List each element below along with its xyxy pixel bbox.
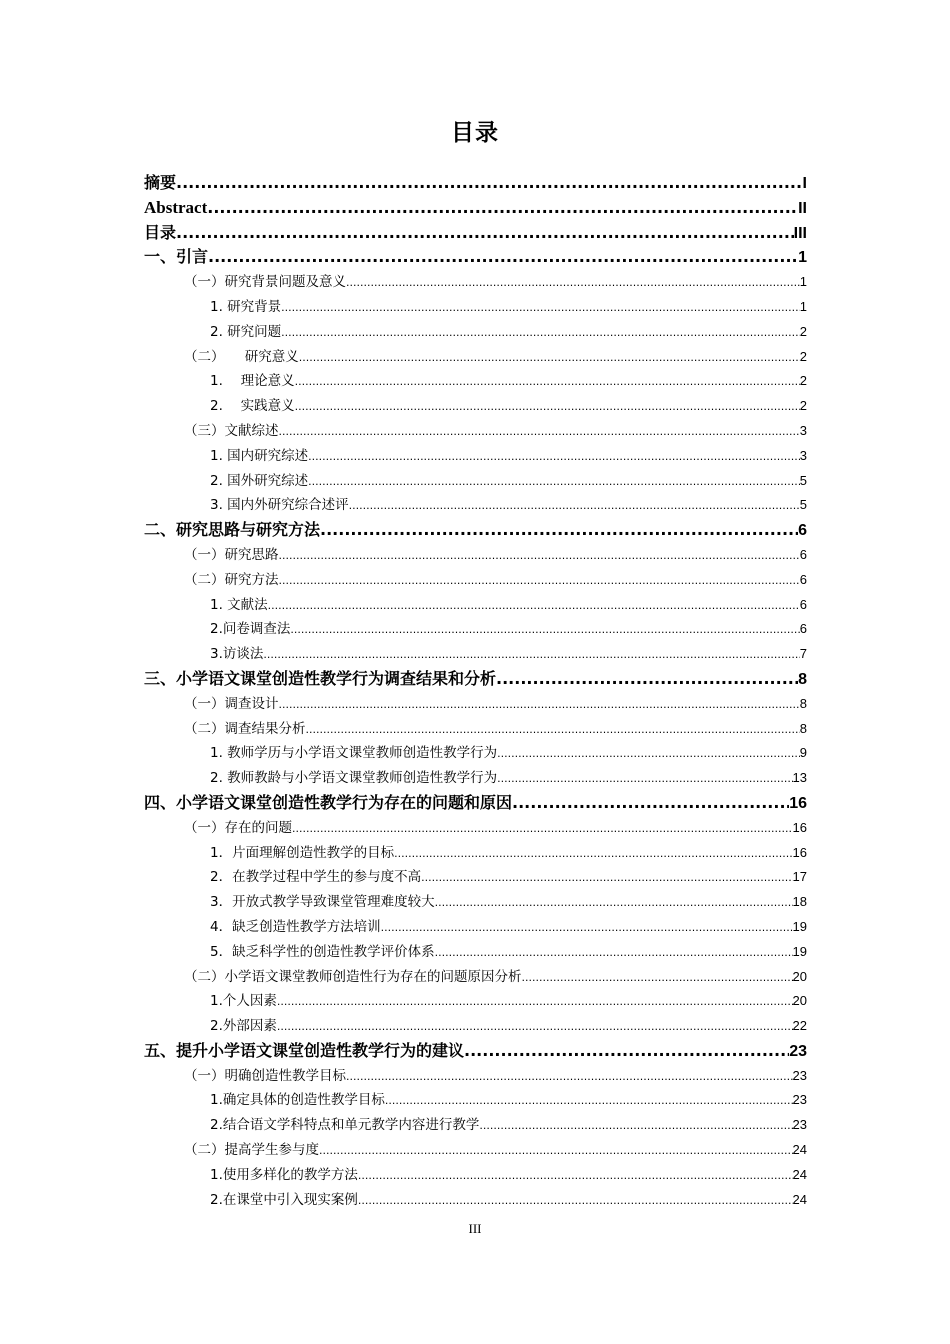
toc-entry-label: 1．片面理解创造性教学的目标 (210, 844, 395, 861)
toc-section-entry[interactable] (144, 1064, 807, 1089)
toc-entry-label: 1. 研究背景 (210, 298, 282, 315)
toc-leader-dots (295, 395, 800, 419)
toc-entry-label: 2.问卷调查法 (210, 621, 291, 638)
toc-leader-dots (290, 618, 799, 642)
toc-subsection-entry[interactable] (144, 1014, 807, 1039)
toc-leader-dots (512, 791, 789, 816)
toc-entry-page: 16 (789, 794, 807, 812)
toc-leader-dots (385, 1089, 793, 1113)
toc-leader-dots (358, 1164, 793, 1188)
toc-entry-page: 6 (799, 596, 807, 612)
toc-entry-label: 2. 研究问题 (210, 323, 282, 340)
toc-entry-label: （一）研究背景问题及意义 (184, 274, 346, 291)
toc-leader-dots (176, 171, 803, 196)
toc-entry-label: （一）明确创造性教学目标 (184, 1067, 346, 1084)
toc-leader-dots (435, 941, 793, 965)
toc-leader-dots (394, 842, 792, 866)
toc-leader-dots (320, 518, 798, 543)
toc-entry-page: I (802, 175, 807, 192)
toc-entry-label: 2.在课堂中引入现实案例 (210, 1191, 358, 1208)
toc-leader-dots (292, 817, 793, 841)
toc-entry-page: 9 (799, 745, 807, 761)
toc-entry-page: 24 (792, 1166, 807, 1182)
toc-entry-label: （二）研究方法 (184, 571, 279, 588)
toc-entry-label: 1. 国内研究综述 (210, 447, 309, 464)
toc-section-entry[interactable] (144, 816, 807, 841)
toc-subsection-entry[interactable] (144, 642, 807, 667)
toc-entry-label: 2.外部因素 (210, 1018, 277, 1035)
toc-entry-label: 3．开放式教学导致课堂管理难度较大 (210, 894, 435, 911)
toc-section-entry[interactable] (144, 345, 807, 370)
toc-leader-dots (281, 321, 800, 345)
toc-leader-dots (346, 1065, 793, 1089)
toc-leader-dots (279, 420, 800, 444)
toc-entry-page: 6 (799, 621, 807, 637)
toc-entry-page: 3 (799, 447, 807, 463)
toc-entry-page: 5 (799, 497, 807, 513)
toc-subsection-entry[interactable] (144, 915, 807, 940)
toc-leader-dots (346, 271, 800, 295)
toc-entry-page: 17 (792, 869, 807, 885)
toc-subsection-entry[interactable] (144, 1113, 807, 1138)
toc-leader-dots (497, 767, 792, 791)
toc-entry-page: 18 (792, 894, 807, 910)
toc-entry-label: 三、小学语文课堂创造性教学行为调查结果和分析 (144, 668, 497, 688)
toc-entry-page: II (798, 199, 807, 217)
toc-entry-label: 1.确定具体的创造性教学目标 (210, 1092, 385, 1109)
toc-leader-dots (299, 346, 800, 370)
toc-entry-label: 1. 理论意义 (210, 373, 295, 390)
toc-chapter-entry[interactable] (144, 196, 807, 221)
toc-entry-label: （一）研究思路 (184, 546, 279, 563)
toc-entry-page: 6 (798, 522, 807, 540)
toc-leader-dots (319, 1139, 793, 1163)
toc-entry-label: 2. 教师教龄与小学语文课堂教师创造性教学行为 (210, 770, 498, 787)
toc-entry-page: 5 (799, 472, 807, 488)
toc-entry-page: 6 (799, 546, 807, 562)
toc-entry-page: 2 (799, 323, 807, 339)
toc-subsection-entry[interactable] (144, 766, 807, 791)
toc-leader-dots (263, 643, 799, 667)
toc-entry-page: 2 (799, 348, 807, 364)
toc-entry-page: 19 (792, 918, 807, 934)
toc-entry-label: 1. 教师学历与小学语文课堂教师创造性教学行为 (210, 745, 498, 762)
toc-leader-dots (279, 569, 800, 593)
toc-entry-page: 13 (792, 770, 807, 786)
toc-leader-dots (479, 1114, 792, 1138)
toc-subsection-entry[interactable] (144, 841, 807, 866)
toc-entry-label: 五、提升小学语文课堂创造性教学行为的建议 (144, 1040, 465, 1060)
toc-subsection-entry[interactable] (144, 741, 807, 766)
toc-chapter-entry[interactable] (144, 171, 807, 196)
toc-subsection-entry[interactable] (144, 593, 807, 618)
toc-entry-label: 3. 国内外研究综合述评 (210, 497, 349, 514)
toc-subsection-entry[interactable] (144, 469, 807, 494)
toc-subsection-entry[interactable] (144, 1088, 807, 1113)
toc-leader-dots (421, 866, 792, 890)
toc-entry-label: （二） 研究意义 (184, 348, 299, 365)
toc-leader-dots (308, 470, 800, 494)
toc-subsection-entry[interactable] (144, 320, 807, 345)
toc-entry-page: 16 (792, 844, 807, 860)
toc-chapter-entry[interactable] (144, 221, 807, 246)
toc-entry-label: （一）存在的问题 (184, 819, 292, 836)
toc-entry-label: 一、引言 (144, 247, 209, 267)
toc-leader-dots (306, 718, 800, 742)
toc-leader-dots (381, 916, 793, 940)
toc-subsection-entry[interactable] (144, 1163, 807, 1188)
toc-entry-page: 24 (792, 1191, 807, 1207)
toc-leader-dots (497, 742, 800, 766)
toc-leader-dots (295, 370, 800, 394)
toc-entry-label: 4．缺乏创造性教学方法培训 (210, 918, 381, 935)
toc-leader-dots (268, 594, 800, 618)
toc-entry-label: 2. 国外研究综述 (210, 472, 309, 489)
toc-section-entry[interactable] (144, 692, 807, 717)
toc-leader-dots (522, 966, 793, 990)
toc-entry-label: 1. 文献法 (210, 596, 268, 613)
toc-leader-dots (281, 296, 800, 320)
toc-entry-label: 5．缺乏科学性的创造性教学评价体系 (210, 943, 435, 960)
toc-entry-page: 3 (799, 422, 807, 438)
toc-entry-page: 8 (799, 720, 807, 736)
toc-entry-page: 23 (792, 1092, 807, 1108)
toc-entry-label: 目录 (144, 222, 177, 242)
toc-entry-page: 24 (792, 1142, 807, 1158)
toc-subsection-entry[interactable] (144, 394, 807, 419)
page-title: 目录 (451, 120, 499, 146)
toc-entry-page: 22 (792, 1018, 807, 1034)
toc-entry-label: 1.使用多样化的教学方法 (210, 1166, 358, 1183)
toc-entry-page: 20 (792, 993, 807, 1009)
toc-entry-page: 23 (792, 1117, 807, 1133)
toc-subsection-entry[interactable] (144, 865, 807, 890)
toc-entry-label: （一）调查设计 (184, 695, 279, 712)
toc-leader-dots (496, 667, 798, 692)
toc-entry-label: （二）调查结果分析 (184, 720, 306, 737)
toc-section-entry[interactable] (144, 543, 807, 568)
toc-entry-label: 2. 实践意义 (210, 398, 295, 415)
toc-entry-page: 1 (799, 274, 807, 290)
toc-entry-page: 16 (792, 819, 807, 835)
toc-entry-page: 1 (798, 249, 807, 267)
toc-leader-dots (308, 445, 800, 469)
toc-entry-label: 2．在教学过程中学生的参与度不高 (210, 869, 422, 886)
toc-entry-page: 8 (798, 670, 807, 688)
toc-leader-dots (279, 544, 800, 568)
toc-entry-label: 摘要 (144, 173, 177, 192)
toc-subsection-entry[interactable] (144, 493, 807, 518)
toc-entry-page: 1 (799, 298, 807, 314)
toc-leader-dots (464, 1039, 789, 1064)
toc-leader-dots (277, 990, 793, 1014)
toc-leader-dots (349, 494, 800, 518)
toc-chapter-entry[interactable] (144, 518, 807, 543)
toc-leader-dots (207, 196, 798, 221)
toc-subsection-entry[interactable] (144, 295, 807, 320)
toc-section-entry[interactable] (144, 965, 807, 990)
toc-leader-dots (279, 693, 800, 717)
toc-chapter-entry[interactable] (144, 245, 807, 270)
toc-chapter-entry[interactable] (144, 667, 807, 692)
toc-entry-label: 1.个人因素 (210, 993, 277, 1010)
toc-entry-label: 二、研究思路与研究方法 (144, 520, 321, 540)
toc-entry-page: 23 (789, 1042, 807, 1060)
toc-entry-page: 6 (799, 571, 807, 587)
toc-section-entry[interactable] (144, 1138, 807, 1163)
toc-entry-page: 8 (799, 695, 807, 711)
toc-entry-page: 20 (792, 968, 807, 984)
toc-entry-label: （二）小学语文课堂教师创造性行为存在的问题原因分析 (184, 968, 522, 985)
toc-subsection-entry[interactable] (144, 1188, 807, 1213)
toc-entry-page: 19 (792, 943, 807, 959)
toc-subsection-entry[interactable] (144, 444, 807, 469)
toc-entry-label: 四、小学语文课堂创造性教学行为存在的问题和原因 (144, 792, 513, 812)
toc-subsection-entry[interactable] (144, 890, 807, 915)
toc-section-entry[interactable] (144, 717, 807, 742)
toc-chapter-entry[interactable] (144, 791, 807, 816)
toc-leader-dots (176, 221, 794, 246)
toc-entry-label: （三）文献综述 (184, 422, 279, 439)
toc-entry-label: （二）提高学生参与度 (184, 1142, 319, 1159)
toc-entry-page: 23 (792, 1067, 807, 1083)
toc-subsection-entry[interactable] (144, 940, 807, 965)
toc-section-entry[interactable] (144, 270, 807, 295)
toc-leader-dots (277, 1015, 793, 1039)
page-number: III (468, 1221, 482, 1236)
toc-entry-page: 2 (799, 373, 807, 389)
toc-subsection-entry[interactable] (144, 617, 807, 642)
toc-entry-label: 2.结合语文学科特点和单元教学内容进行教学 (210, 1117, 480, 1134)
toc-leader-dots (358, 1189, 793, 1213)
table-of-contents (144, 171, 807, 1212)
toc-subsection-entry[interactable] (144, 369, 807, 394)
toc-entry-page: 7 (799, 646, 807, 662)
toc-section-entry[interactable] (144, 419, 807, 444)
toc-subsection-entry[interactable] (144, 989, 807, 1014)
toc-section-entry[interactable] (144, 568, 807, 593)
toc-entry-label: 3.访谈法 (210, 646, 264, 663)
toc-leader-dots (208, 245, 798, 270)
toc-entry-label: Abstract (144, 197, 208, 217)
toc-entry-page: III (793, 224, 807, 242)
toc-leader-dots (435, 891, 793, 915)
toc-entry-page: 2 (799, 398, 807, 414)
toc-chapter-entry[interactable] (144, 1039, 807, 1064)
